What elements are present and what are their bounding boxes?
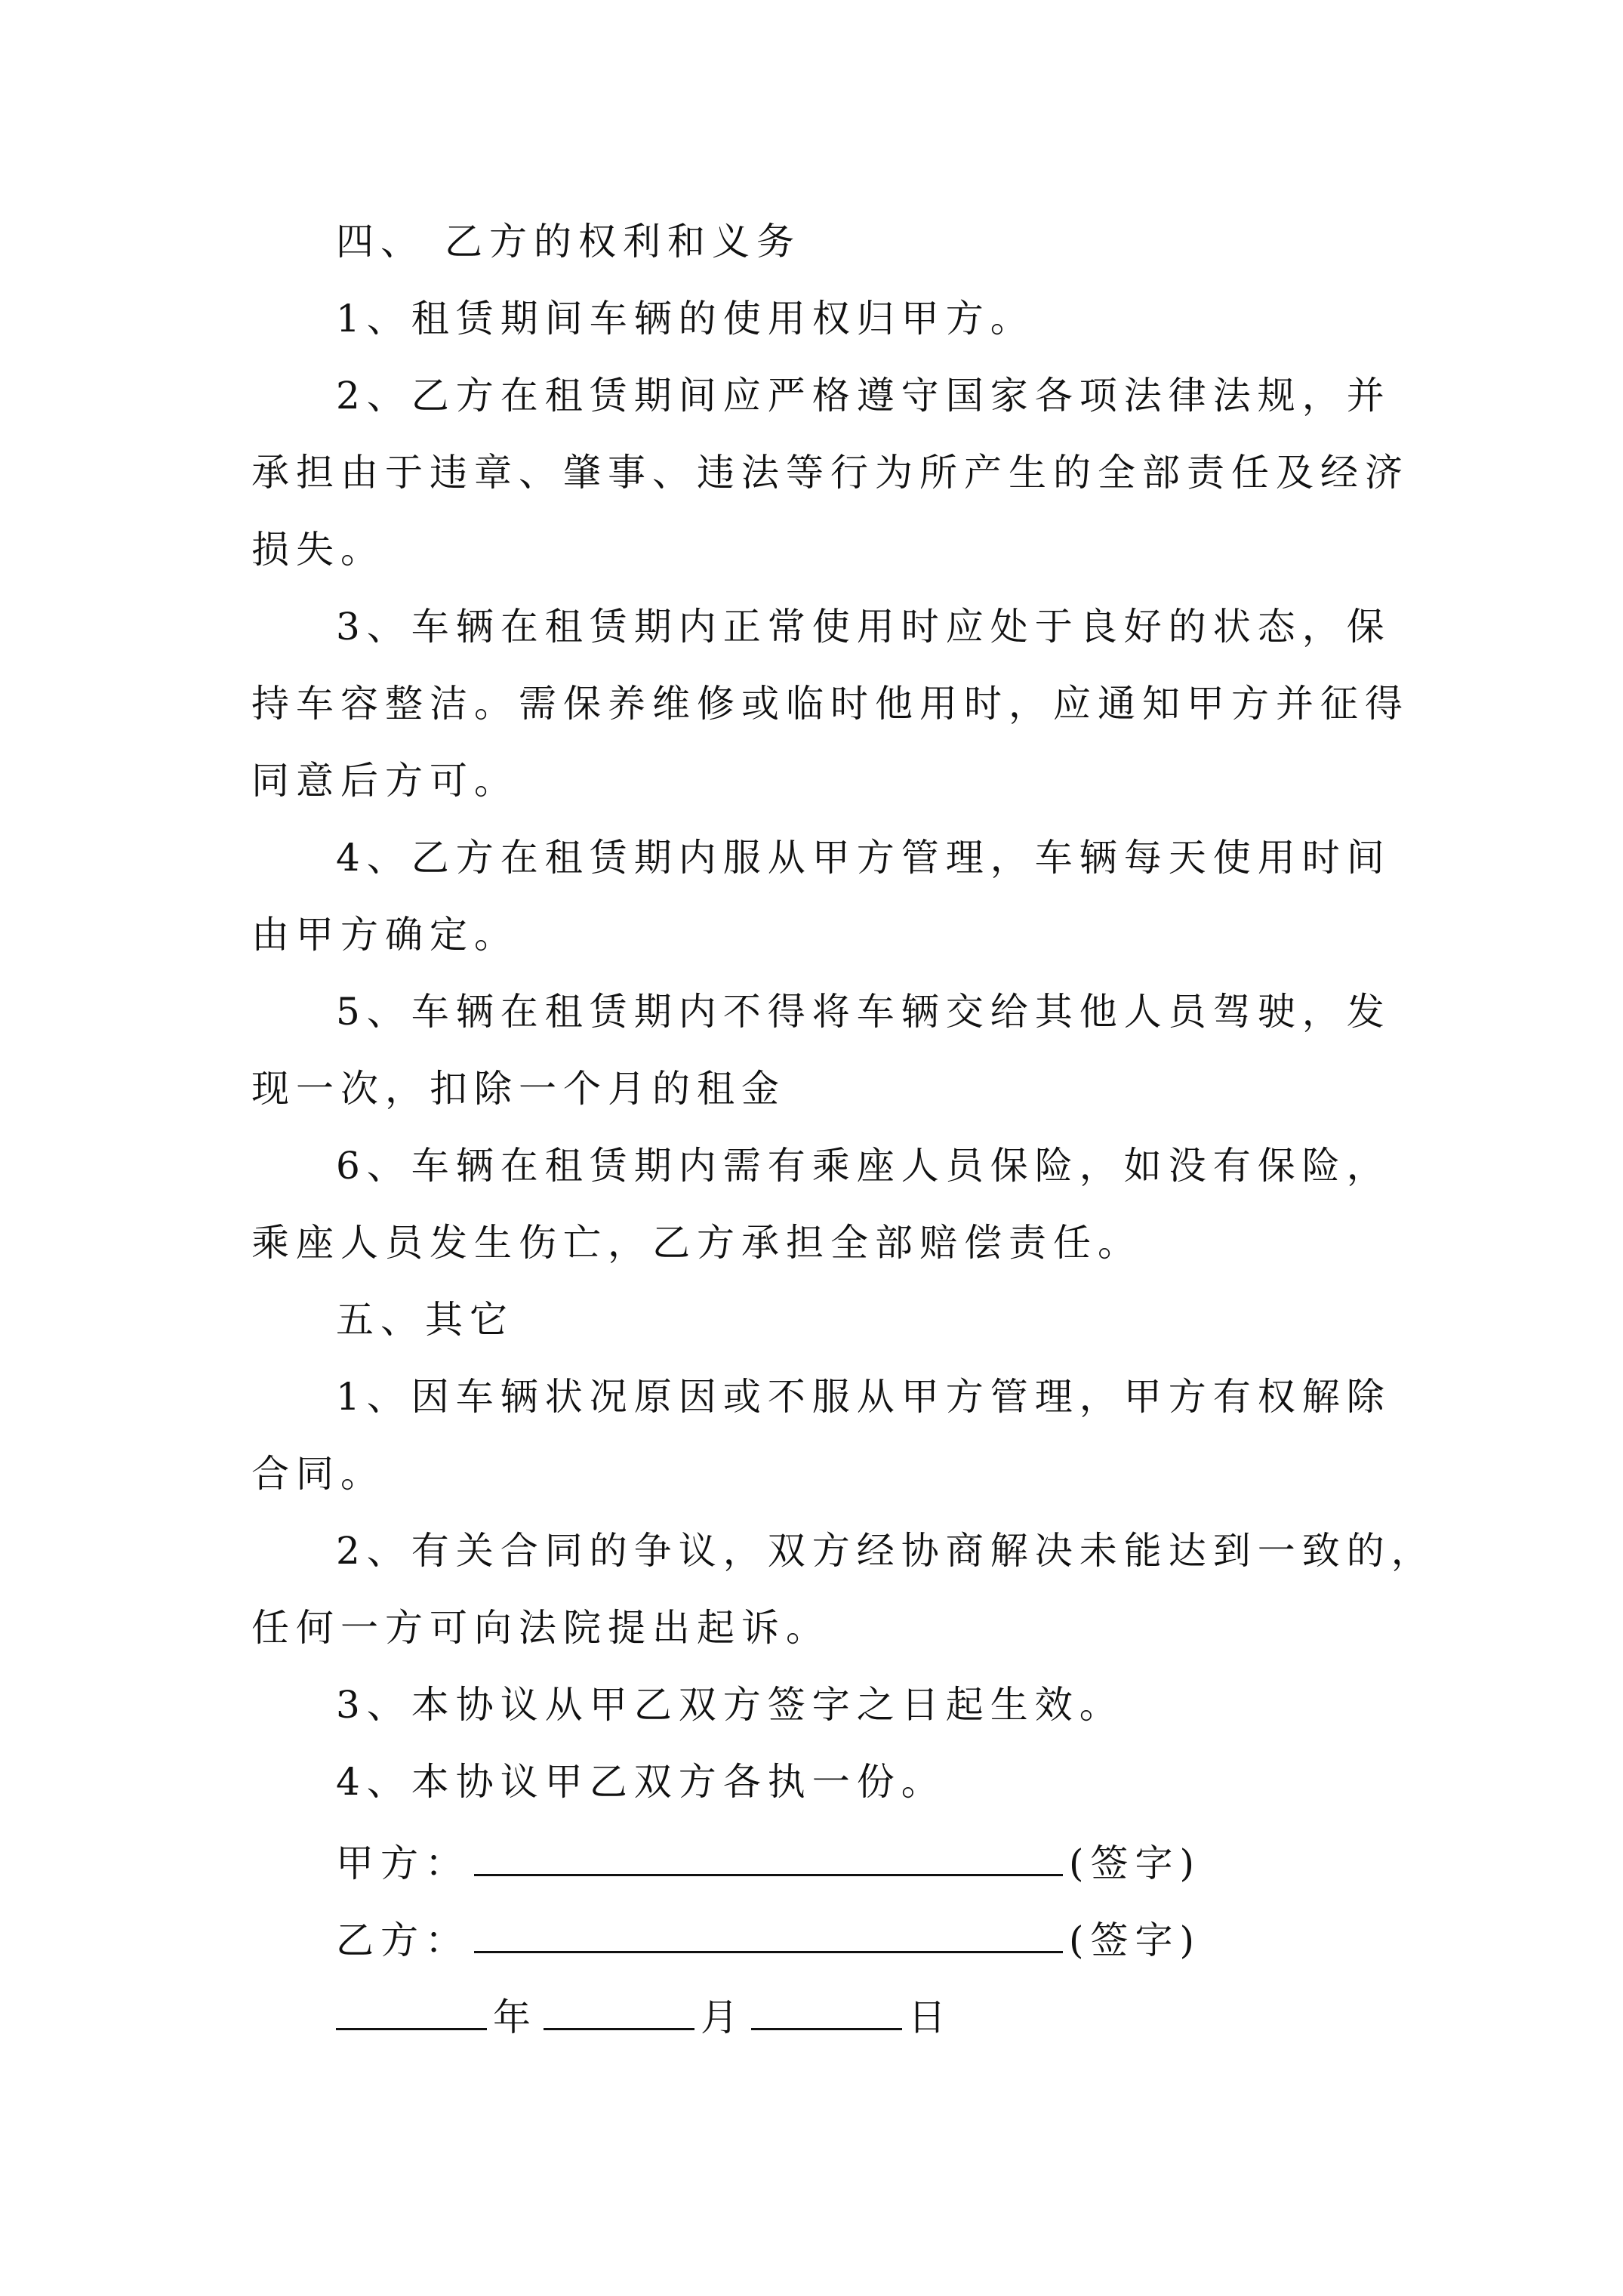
- day-label: 日: [908, 1996, 953, 2039]
- party-a-sign-note: (签字): [1069, 1841, 1202, 1885]
- clause-4-1-line-1: 1、租赁期间车辆的使用权归甲方。: [336, 297, 1035, 341]
- clause-5-3-line-1: 3、本协议从甲乙双方签字之日起生效。: [336, 1683, 1124, 1727]
- party-b-signature-line[interactable]: [474, 1913, 1063, 1953]
- section-4-number: 四、: [336, 220, 425, 264]
- year-label: 年: [493, 1996, 537, 2039]
- clause-4-6-line-2: 乘座人员发生伤亡，乙方承担全部赔偿责任。: [251, 1221, 1142, 1265]
- clause-5-4-line-1: 4、本协议甲乙双方各执一份。: [336, 1760, 946, 1804]
- party-a-signature-row: [336, 1836, 1201, 1886]
- section-4-heading: [336, 219, 801, 264]
- clause-4-2-line-3: 损失。: [251, 528, 385, 572]
- party-b-label: 乙方：: [336, 1918, 470, 1962]
- clause-4-6-line-1: 6、车辆在租赁期内需有乘座人员保险，如没有保险，: [336, 1144, 1391, 1188]
- party-a-signature-line[interactable]: [474, 1836, 1063, 1876]
- party-a-label: 甲方：: [336, 1841, 470, 1885]
- clause-5-2-line-2: 任何一方可向法院提出起诉。: [251, 1606, 830, 1650]
- clause-4-3-line-1: 3、车辆在租赁期内正常使用时应处于良好的状态，保: [336, 605, 1391, 649]
- year-blank-line[interactable]: [336, 1990, 487, 2030]
- party-b-signature-row: [336, 1913, 1201, 1963]
- clause-5-1-line-2: 合同。: [251, 1452, 385, 1496]
- clause-5-2-line-1: 2、有关合同的争议，双方经协商解决未能达到一致的，: [336, 1529, 1436, 1573]
- clause-4-5-line-1: 5、车辆在租赁期内不得将车辆交给其他人员驾驶，发: [336, 990, 1391, 1034]
- month-blank-line[interactable]: [544, 1990, 694, 2030]
- month-label: 月: [701, 1996, 745, 2039]
- clause-4-4-line-1: 4、乙方在租赁期内服从甲方管理，车辆每天使用时间: [336, 836, 1391, 880]
- clause-5-1-line-1: 1、因车辆状况原因或不服从甲方管理，甲方有权解除: [336, 1375, 1391, 1419]
- clause-4-2-line-1: 2、乙方在租赁期间应严格遵守国家各项法律法规，并: [336, 374, 1391, 418]
- section-4-title: 乙方的权利和义务: [445, 220, 801, 264]
- clause-4-3-line-2: 持车容整洁。需保养维修或临时他用时，应通知甲方并征得: [251, 682, 1409, 726]
- day-blank-line[interactable]: [751, 1990, 902, 2030]
- date-row: [336, 1990, 953, 2040]
- clause-4-2-line-2: 承担由于违章、肇事、违法等行为所产生的全部责任及经济: [251, 451, 1409, 495]
- clause-4-4-line-2: 由甲方确定。: [251, 913, 519, 957]
- clause-4-3-line-3: 同意后方可。: [251, 759, 519, 803]
- party-b-sign-note: (签字): [1069, 1918, 1202, 1962]
- section-5-heading: 五、其它: [336, 1298, 514, 1342]
- clause-4-5-line-2: 现一次，扣除一个月的租金: [251, 1067, 786, 1111]
